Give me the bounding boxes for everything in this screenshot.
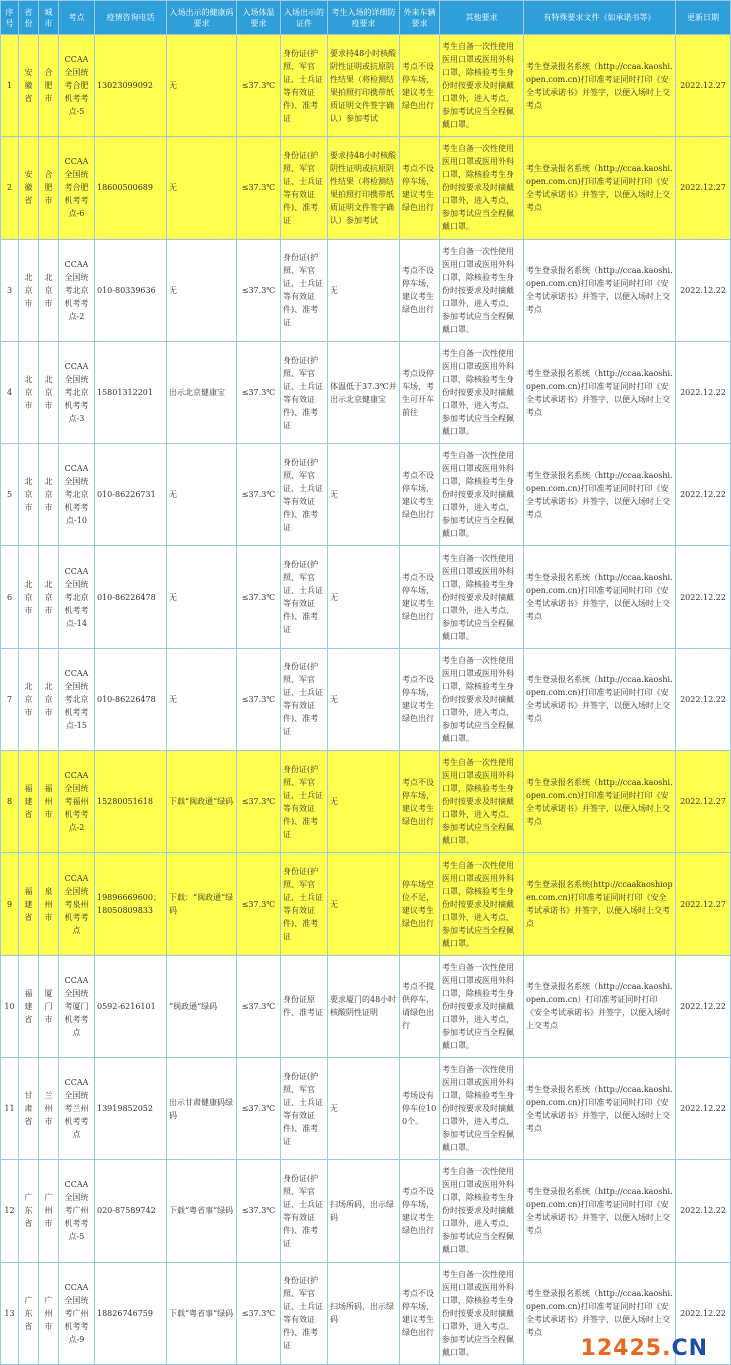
- cell-update-date: 2022.12.22: [676, 444, 731, 546]
- cell-phone: 010-86226478: [95, 546, 167, 648]
- cell-phone: 010-80339636: [95, 239, 167, 341]
- cell-site: CCAA全国统考北京机考考点-3: [59, 341, 95, 443]
- cell-special-documents: 考生登录报名系统（http://ccaa.kaoshi.open.com.cn)打印准考证同时打印《安全考试承诺书》并签字，以便入场时上交考点: [524, 1262, 676, 1364]
- cell-city: [39, 546, 59, 648]
- cell-other: 考生自备一次性使用医用口罩或医用外科口罩，除核验考生身份时按要求及时摘戴口罩外，进入考点、参加考试应当全程佩戴口罩。: [440, 1262, 524, 1364]
- cell-other: 考生自备一次性使用医用口罩或医用外科口罩，除核验考生身份时按要求及时摘戴口罩外，进入考点、参加考试应当全程佩戴口罩。: [440, 1057, 524, 1159]
- cell-health-code: 下载“闽政通”绿码: [167, 751, 237, 853]
- cell-city-text: 北京市: [44, 579, 53, 615]
- cell-province: [19, 35, 39, 137]
- cell-temperature: ≤37.3℃: [237, 1262, 281, 1364]
- cell-epidemic-requirements: 无: [328, 648, 400, 750]
- cell-epidemic-requirements: 无: [328, 751, 400, 853]
- cell-documents: 身份证(护照、军官证、士兵证等有效证件)、准考证: [281, 1262, 328, 1364]
- cell-other: 考生自备一次性使用医用口罩或医用外科口罩，除核验考生身份时按要求及时摘戴口罩外，进入考点、参加考试应当全程佩戴口罩。: [440, 239, 524, 341]
- cell-city-text: 福州市: [44, 784, 53, 820]
- watermark-dot: .: [662, 1336, 672, 1361]
- cell-epidemic-requirements: 无: [328, 1057, 400, 1159]
- cell-special-documents: 考生登录报名系统（http://ccaa.kaoshi.open.com.cn)打印准考证同时打印《安全考试承诺书》并签字，以便入场时上交考点: [524, 1057, 676, 1159]
- cell-province: [19, 1057, 39, 1159]
- cell-update-date: 2022.12.22: [676, 239, 731, 341]
- cell-site: CCAA全国统考合肥机考考点-6: [59, 137, 95, 239]
- cell-no: 13: [1, 1262, 19, 1364]
- table-row: [1, 955, 731, 1057]
- cell-health-code: “闽政通”绿码: [167, 955, 237, 1057]
- cell-update-date: 2022.12.27: [676, 751, 731, 853]
- cell-city: [39, 1262, 59, 1364]
- cell-documents: 身份证(护照、军官证、士兵证等有效证件)、准考证: [281, 341, 328, 443]
- cell-province-text: 安徽省: [24, 68, 33, 104]
- cell-temperature: ≤37.3℃: [237, 546, 281, 648]
- cell-province: [19, 341, 39, 443]
- cell-city: [39, 853, 59, 955]
- cell-other: 考生自备一次性使用医用口罩或医用外科口罩，除核验考生身份时按要求及时摘戴口罩外，进入考点、参加考试应当全程佩戴口罩。: [440, 853, 524, 955]
- cell-province: [19, 648, 39, 750]
- cell-province-text: 甘肃省: [24, 1091, 33, 1127]
- cell-city: [39, 137, 59, 239]
- table-header-row: [1, 1, 731, 35]
- cell-vehicle: 考点不设停车场，建议考生绿色出行: [400, 444, 440, 546]
- cell-vehicle: 考点不设停车场，建议考生绿色出行: [400, 1160, 440, 1262]
- cell-no: 8: [1, 751, 19, 853]
- cell-province-text: 福建省: [24, 784, 33, 820]
- cell-epidemic-requirements: 无: [328, 853, 400, 955]
- cell-no: 11: [1, 1057, 19, 1159]
- cell-province-text: 福建省: [24, 988, 33, 1024]
- cell-vehicle: 考点不设停车场，建议考生绿色出行: [400, 35, 440, 137]
- header-temperature: 入场体温要求: [237, 1, 281, 35]
- cell-documents: 身份证(护照、军官证、士兵证等有效证件)、准考证: [281, 1160, 328, 1262]
- cell-update-date: 2022.12.22: [676, 341, 731, 443]
- cell-phone: 18600500689: [95, 137, 167, 239]
- cell-site: CCAA全国统考广州机考考点-9: [59, 1262, 95, 1364]
- cell-other: 考生自备一次性使用医用口罩或医用外科口罩，除核验考生身份时按要求及时摘戴口罩外，进入考点、参加考试应当全程佩戴口罩。: [440, 546, 524, 648]
- cell-special-documents: 考生登录报名系统（http://ccaa.kaoshi.open.com.cn)打印准考证同时打印《安全考试承诺书》并签字，以便入场时上交考点: [524, 341, 676, 443]
- header-vehicle: 外来车辆要求: [400, 1, 440, 35]
- cell-site: CCAA全国统考泉州机考考点: [59, 853, 95, 955]
- cell-health-code: 下载：“闽政通”绿码: [167, 853, 237, 955]
- cell-city-text: 合肥市: [44, 68, 53, 104]
- watermark-domain: CN: [671, 1336, 708, 1361]
- cell-city-text: 广州市: [44, 1295, 53, 1331]
- cell-province-text: 北京市: [24, 477, 33, 513]
- cell-city-text: 北京市: [44, 272, 53, 308]
- cell-no: 6: [1, 546, 19, 648]
- cell-city-text: 北京市: [44, 375, 53, 411]
- cell-health-code: 下载“粤省事”绿码: [167, 1262, 237, 1364]
- cell-temperature: ≤37.3℃: [237, 1160, 281, 1262]
- cell-city: [39, 1057, 59, 1159]
- cell-special-documents: 考生登录报名系统（http://ccaa.kaoshi.open.com.cn)打印准考证同时打印《安全考试承诺书》并签字，以便入场时上交考点: [524, 137, 676, 239]
- cell-province: [19, 853, 39, 955]
- cell-update-date: 2022.12.22: [676, 1262, 731, 1364]
- cell-city: [39, 444, 59, 546]
- cell-update-date: 2022.12.27: [676, 35, 731, 137]
- cell-phone: 010-86226731: [95, 444, 167, 546]
- cell-vehicle: 考点不设停车场，建议考生绿色出行: [400, 239, 440, 341]
- header-province: 省份: [19, 1, 39, 35]
- table-row: [1, 137, 731, 239]
- cell-city-text: 广州市: [44, 1193, 53, 1229]
- cell-health-code: 出示甘肃健康码绿码: [167, 1057, 237, 1159]
- cell-epidemic-requirements: 扫场所码，出示绿码: [328, 1262, 400, 1364]
- cell-update-date: 2022.12.22: [676, 546, 731, 648]
- cell-other: 考生自备一次性使用医用口罩或医用外科口罩，除核验考生身份时按要求及时摘戴口罩外，进入考点、参加考试应当全程佩戴口罩。: [440, 137, 524, 239]
- cell-epidemic-requirements: 要求持48小时核酸阴性证明或抗原阴性结果（将检测结果拍照打印携带纸质证明文件签字确认）参加考试: [328, 35, 400, 137]
- cell-special-documents: 考生登录报名系统(http://ccaakaoshiopen.com.cn)打印准考证同时打印《安全考试承诺书》并签字，以便入场时上交考点: [524, 853, 676, 955]
- cell-phone: 13919852052: [95, 1057, 167, 1159]
- header-city: 城市: [39, 1, 59, 35]
- cell-no: 7: [1, 648, 19, 750]
- header-documents: 入场出示的证件: [281, 1, 328, 35]
- cell-other: 考生自备一次性使用医用口罩或医用外科口罩，除核验考生身份时按要求及时摘戴口罩外，进入考点、参加考试应当全程佩戴口罩。: [440, 341, 524, 443]
- cell-province: [19, 1262, 39, 1364]
- cell-epidemic-requirements: 无: [328, 239, 400, 341]
- cell-special-documents: 考生登录报名系统（http://ccaa.kaoshi.open.com.cn)打印准考证同时打印《安全考试承诺书》并签字，以便入场时上交考点: [524, 444, 676, 546]
- cell-epidemic-requirements: 要求厦门的48小时核酸阴性证明: [328, 955, 400, 1057]
- cell-site: CCAA全国统考北京机考考点-15: [59, 648, 95, 750]
- cell-health-code: 无: [167, 239, 237, 341]
- cell-province: [19, 239, 39, 341]
- cell-other: 考生自备一次性使用医用口罩或医用外科口罩，除核验考生身份时按要求及时摘戴口罩外，进入考点、参加考试应当全程佩戴口罩。: [440, 648, 524, 750]
- cell-no: 5: [1, 444, 19, 546]
- cell-temperature: ≤37.3℃: [237, 751, 281, 853]
- cell-documents: 身份证(护照、军官证、士兵证等有效证件)、准考证: [281, 546, 328, 648]
- cell-no: 3: [1, 239, 19, 341]
- cell-epidemic-requirements: 要求持48小时核酸阴性证明或抗原阴性结果（将检测结果拍照打印携带纸质证明文件签字确认）参加考试: [328, 137, 400, 239]
- cell-city: [39, 35, 59, 137]
- cell-site: CCAA全国统考广州机考考点-5: [59, 1160, 95, 1262]
- cell-province: [19, 1160, 39, 1262]
- cell-vehicle: 考点不设停车场，建议考生绿色出行: [400, 648, 440, 750]
- cell-city-text: 北京市: [44, 681, 53, 717]
- header-phone: 疫情咨询电话: [95, 1, 167, 35]
- cell-phone: 0592-6216101: [95, 955, 167, 1057]
- cell-special-documents: 考生登录报名系统（http://ccaa.kaoshi.open.com.cn)打印准考证同时打印《安全考试承诺书》并签字，以便入场时上交考点: [524, 546, 676, 648]
- table-row: [1, 1057, 731, 1159]
- cell-phone: 020-87589742: [95, 1160, 167, 1262]
- cell-city: [39, 955, 59, 1057]
- cell-temperature: ≤37.3℃: [237, 239, 281, 341]
- cell-phone: 18826746759: [95, 1262, 167, 1364]
- cell-temperature: ≤37.3℃: [237, 341, 281, 443]
- cell-province-text: 北京市: [24, 579, 33, 615]
- cell-documents: 身份证(护照、军官证、士兵证等有效证件)、准考证: [281, 648, 328, 750]
- cell-city: [39, 751, 59, 853]
- header-health-code: 入场出示的健康码要求: [167, 1, 237, 35]
- cell-city: [39, 1160, 59, 1262]
- cell-update-date: 2022.12.22: [676, 648, 731, 750]
- header-special-documents: 有特殊要求文件（如承诺书等）: [524, 1, 676, 35]
- cell-site: CCAA全国统考北京机考考点-14: [59, 546, 95, 648]
- cell-update-date: 2022.12.27: [676, 853, 731, 955]
- cell-site: CCAA全国统考福州机考考点-2: [59, 751, 95, 853]
- cell-city: [39, 239, 59, 341]
- cell-vehicle: 考点不设停车场，建议考生绿色出行: [400, 137, 440, 239]
- cell-no: 2: [1, 137, 19, 239]
- cell-vehicle: 停车场空位不足，建议考生绿色出行: [400, 853, 440, 955]
- cell-city-text: 兰州市: [44, 1091, 53, 1127]
- cell-province: [19, 955, 39, 1057]
- header-other: 其他要求: [440, 1, 524, 35]
- cell-temperature: ≤37.3℃: [237, 444, 281, 546]
- cell-health-code: 无: [167, 648, 237, 750]
- cell-epidemic-requirements: 无: [328, 546, 400, 648]
- cell-province: [19, 137, 39, 239]
- cell-province: [19, 546, 39, 648]
- cell-province: [19, 751, 39, 853]
- cell-no: 9: [1, 853, 19, 955]
- cell-city: [39, 341, 59, 443]
- cell-province-text: 北京市: [24, 681, 33, 717]
- cell-vehicle: 考场设有停车位100个。: [400, 1057, 440, 1159]
- cell-special-documents: 考生登录报名系统（http://ccaa.kaoshi.open.com.cn)打印准考证同时打印《安全考试承诺书》并签字，以便入场时上交考点: [524, 35, 676, 137]
- watermark-number: 12425: [580, 1336, 663, 1361]
- cell-documents: 身份证(护照、军官证、士兵证等有效证件)、准考证: [281, 35, 328, 137]
- cell-special-documents: 考生登录报名系统（http://ccaa.kaoshi.open.com.cn）打印准考证同时打印《安全考试承诺书》并签字，以便入场时上交考点: [524, 955, 676, 1057]
- header-site: 考点: [59, 1, 95, 35]
- cell-city-text: 泉州市: [44, 886, 53, 922]
- cell-health-code: 无: [167, 444, 237, 546]
- cell-vehicle: 考点设停车场，考生可开车前往: [400, 341, 440, 443]
- cell-province-text: 广东省: [24, 1295, 33, 1331]
- cell-site: CCAA全国统考厦门机考考点: [59, 955, 95, 1057]
- cell-city-text: 北京市: [44, 477, 53, 513]
- table-row: [1, 648, 731, 750]
- cell-update-date: 2022.12.22: [676, 1160, 731, 1262]
- cell-vehicle: 考点不设停车场，建议考生绿色出行: [400, 1262, 440, 1364]
- cell-other: 考生自备一次性使用医用口罩或医用外科口罩，除核验考生身份时按要求及时摘戴口罩外，进入考点、参加考试应当全程佩戴口罩。: [440, 751, 524, 853]
- cell-documents: 身份证(护照、军官证、士兵证等有效证件)、准考证: [281, 239, 328, 341]
- cell-vehicle: 考点不设停车场，建议考生绿色出行: [400, 546, 440, 648]
- cell-city-text: 厦门市: [44, 988, 53, 1024]
- cell-phone: 19896669600；18050809833: [95, 853, 167, 955]
- cell-site: CCAA全国统考北京机考考点-10: [59, 444, 95, 546]
- table-row: [1, 444, 731, 546]
- table-body: [1, 35, 731, 1365]
- table-row: [1, 35, 731, 137]
- cell-other: 考生自备一次性使用医用口罩或医用外科口罩，除核验考生身份时按要求及时摘戴口罩外，进入考点、参加考试应当全程佩戴口罩。: [440, 955, 524, 1057]
- cell-health-code: 出示北京健康宝: [167, 341, 237, 443]
- cell-province-text: 北京市: [24, 272, 33, 308]
- cell-other: 考生自备一次性使用医用口罩或医用外科口罩，除核验考生身份时按要求及时摘戴口罩外，进入考点、参加考试应当全程佩戴口罩。: [440, 444, 524, 546]
- cell-epidemic-requirements: 扫场所码，出示绿码: [328, 1160, 400, 1262]
- cell-documents: 身份证(护照、军官证、士兵证等有效证件)、准考证: [281, 1057, 328, 1159]
- cell-temperature: ≤37.3℃: [237, 853, 281, 955]
- cell-phone: 13023099092: [95, 35, 167, 137]
- table-row: [1, 546, 731, 648]
- cell-special-documents: 考生登录报名系统（http://ccaa.kaoshi.open.com.cn)打印准考证同时打印《安全考试承诺书》并签字，以便入场时上交考点: [524, 751, 676, 853]
- cell-no: 1: [1, 35, 19, 137]
- cell-temperature: ≤37.3℃: [237, 648, 281, 750]
- cell-phone: 15801312201: [95, 341, 167, 443]
- header-update-date: 更新日期: [676, 1, 731, 35]
- cell-health-code: 无: [167, 546, 237, 648]
- cell-site: CCAA全国统考兰州机考考点: [59, 1057, 95, 1159]
- cell-no: 10: [1, 955, 19, 1057]
- cell-special-documents: 考生登录报名系统（http://ccaa.kaoshi.open.com.cn)打印准考证同时打印《安全考试承诺书》并签字，以便入场时上交考点: [524, 648, 676, 750]
- cell-health-code: 无: [167, 35, 237, 137]
- cell-temperature: ≤37.3℃: [237, 137, 281, 239]
- cell-province-text: 广东省: [24, 1193, 33, 1229]
- cell-other: 考生自备一次性使用医用口罩或医用外科口罩，除核验考生身份时按要求及时摘戴口罩外，进入考点、参加考试应当全程佩戴口罩。: [440, 1160, 524, 1262]
- cell-update-date: 2022.12.22: [676, 955, 731, 1057]
- table-row: [1, 239, 731, 341]
- table-row: [1, 853, 731, 955]
- cell-documents: 身份证(护照、军官证、士兵证等有效证件)、准考证: [281, 853, 328, 955]
- cell-update-date: 2022.12.27: [676, 137, 731, 239]
- table-row: [1, 341, 731, 443]
- cell-vehicle: 考点不提供停车，请绿色出行: [400, 955, 440, 1057]
- table-row: [1, 751, 731, 853]
- header-epidemic-requirements: 考生入场的详细防疫要求: [328, 1, 400, 35]
- site-watermark: [581, 1336, 708, 1361]
- table-row: [1, 1160, 731, 1262]
- cell-documents: 身份证(护照、军官证、士兵证等有效证件)、准考证: [281, 137, 328, 239]
- cell-province-text: 安徽省: [24, 170, 33, 206]
- cell-city-text: 合肥市: [44, 170, 53, 206]
- cell-documents: 身份证(护照、军官证、士兵证等有效证件)、准考证: [281, 751, 328, 853]
- cell-temperature: ≤37.3℃: [237, 35, 281, 137]
- cell-other: 考生自备一次性使用医用口罩或医用外科口罩，除核验考生身份时按要求及时摘戴口罩外，进入考点、参加考试应当全程佩戴口罩。: [440, 35, 524, 137]
- cell-documents: 身份证原件、准考证: [281, 955, 328, 1057]
- cell-epidemic-requirements: 体温低于37.3℃并出示北京健康宝: [328, 341, 400, 443]
- cell-phone: 15280051618: [95, 751, 167, 853]
- header-no: 序号: [1, 1, 19, 35]
- cell-no: 4: [1, 341, 19, 443]
- cell-province: [19, 444, 39, 546]
- cell-update-date: 2022.12.22: [676, 1057, 731, 1159]
- cell-phone: 010-86226478: [95, 648, 167, 750]
- cell-site: CCAA全国统考合肥机考考点-5: [59, 35, 95, 137]
- cell-vehicle: 考点不设停车场，建议考生绿色出行: [400, 751, 440, 853]
- cell-province-text: 福建省: [24, 886, 33, 922]
- cell-site: CCAA全国统考北京机考考点-2: [59, 239, 95, 341]
- cell-temperature: ≤37.3℃: [237, 955, 281, 1057]
- cell-special-documents: 考生登录报名系统（http://ccaa.kaoshi.open.com.cn)打印准考证同时打印《安全考试承诺书》并签字，以便入场时上交考点: [524, 239, 676, 341]
- cell-epidemic-requirements: 无: [328, 444, 400, 546]
- cell-province-text: 北京市: [24, 375, 33, 411]
- cell-no: 12: [1, 1160, 19, 1262]
- cell-health-code: 无: [167, 137, 237, 239]
- cell-documents: 身份证(护照、军官证、士兵证等有效证件)、准考证: [281, 444, 328, 546]
- cell-health-code: 下载“粤省事”绿码: [167, 1160, 237, 1262]
- cell-city: [39, 648, 59, 750]
- cell-temperature: ≤37.3℃: [237, 1057, 281, 1159]
- cell-special-documents: 考生登录报名系统（http://ccaa.kaoshi.open.com.cn)打印准考证同时打印《安全考试承诺书》并签字，以便入场时上交考点: [524, 1160, 676, 1262]
